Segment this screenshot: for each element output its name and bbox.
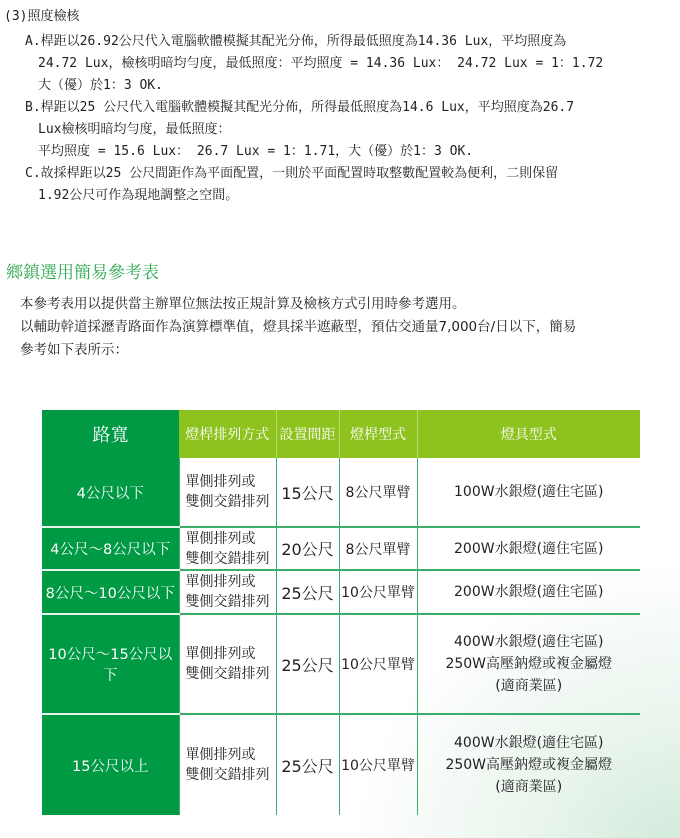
reference-title: 鄉鎮選用簡易參考表 — [6, 263, 159, 283]
lamp-line: 200W水銀燈(適住宅區) — [454, 584, 604, 600]
table-row — [42, 714, 640, 815]
lamp-line: 400W水銀燈(適住宅區) — [454, 735, 604, 751]
lamp-line: 250W高壓鈉燈或複金屬燈 — [445, 757, 613, 773]
arrangement-line: 單側排列或 — [185, 747, 256, 763]
arrangement-cell — [179, 527, 276, 570]
road-width-cell: 4公尺～8公尺以下 — [42, 527, 179, 570]
check-item-b — [25, 97, 665, 163]
road-width-cell: 4公尺以下 — [42, 458, 179, 527]
arrangement-cell — [179, 614, 276, 714]
reference-table — [42, 410, 640, 815]
header-pole-type: 燈桿型式 — [339, 410, 417, 458]
check-item-a — [25, 31, 665, 97]
item-line: C.故採桿距以25 公尺間距作為平面配置，一則於平面配置時取整數配置較為便利，二則保留 — [25, 166, 559, 181]
pole-cell: 8公尺單臂 — [339, 458, 417, 527]
arrangement-cell — [179, 458, 276, 527]
section-title: (3)照度檢核 — [4, 9, 80, 24]
pole-cell: 10公尺單臂 — [339, 714, 417, 815]
item-line: 1.92公尺可作為現地調整之空間。 — [38, 188, 239, 203]
header-spacing: 設置間距 — [276, 410, 339, 458]
lamp-line: (適商業區) — [495, 779, 563, 795]
item-line: B.桿距以25 公尺代入電腦軟體模擬其配光分佈，所得最低照度為14.6 Lux，平均照度為26.7 — [25, 100, 575, 115]
arrangement-line: 單側排列或 — [185, 474, 256, 490]
arrangement-line: 雙側交錯排列 — [185, 767, 270, 783]
arrangement-line: 單側排列或 — [185, 530, 256, 547]
arrangement-cell — [179, 570, 276, 614]
spacing-cell: 20公尺 — [276, 527, 339, 570]
table-row — [42, 527, 640, 570]
lamp-line: 250W高壓鈉燈或複金屬燈 — [445, 656, 613, 672]
spacing-cell: 15公尺 — [276, 458, 339, 527]
pole-cell: 10公尺單臂 — [339, 570, 417, 614]
lamp-cell — [417, 570, 640, 614]
item-line: 大（優）於1：3 OK. — [38, 78, 163, 93]
intro-line: 參考如下表所示： — [20, 342, 128, 358]
lamp-line: 200W水銀燈(適住宅區) — [454, 540, 604, 557]
intro-line: 以輔助幹道採瀝青路面作為演算標準值，燈具採半遮蔽型，預估交通量7,000台/日以下，簡易 — [20, 319, 577, 335]
pole-cell: 8公尺單臂 — [339, 527, 417, 570]
arrangement-line: 雙側交錯排列 — [185, 494, 270, 510]
header-road-width: 路寬 — [42, 410, 179, 458]
table-row — [42, 614, 640, 714]
item-line: 24.72 Lux，檢核明暗均勻度，最低照度：平均照度 = 14.36 Lux： 24.72 Lux = 1：1.72 — [38, 56, 604, 71]
arrangement-line: 雙側交錯排列 — [185, 666, 270, 682]
spacing-cell: 25公尺 — [276, 714, 339, 815]
pole-cell: 10公尺單臂 — [339, 614, 417, 714]
lamp-line: 400W水銀燈(適住宅區) — [454, 634, 604, 650]
lamp-cell — [417, 614, 640, 714]
arrangement-cell — [179, 714, 276, 815]
header-lamp-type: 燈具型式 — [417, 410, 640, 458]
check-item-c — [25, 163, 665, 207]
item-line: Lux檢核明暗均勻度，最低照度： — [38, 122, 231, 137]
item-line: A.桿距以26.92公尺代入電腦軟體模擬其配光分佈，所得最低照度為14.36 Lux，平均照度為 — [25, 34, 567, 49]
arrangement-line: 雙側交錯排列 — [185, 550, 270, 567]
lamp-line: (適商業區) — [495, 678, 563, 694]
table-header-row — [42, 410, 640, 458]
lamp-cell — [417, 458, 640, 527]
reference-intro — [20, 293, 576, 362]
lamp-cell — [417, 714, 640, 815]
arrangement-line: 雙側交錯排列 — [185, 594, 270, 610]
spacing-cell: 25公尺 — [276, 614, 339, 714]
road-width-cell: 15公尺以上 — [42, 714, 179, 815]
item-line: 平均照度 = 15.6 Lux： 26.7 Lux = 1：1.71，大（優）於1：3 OK. — [38, 144, 474, 159]
header-arrangement: 燈桿排列方式 — [179, 410, 276, 458]
table-row — [42, 570, 640, 614]
table-row — [42, 458, 640, 527]
arrangement-line: 單側排列或 — [185, 574, 256, 590]
lamp-line: 100W水銀燈(適住宅區) — [454, 484, 604, 500]
spacing-cell: 25公尺 — [276, 570, 339, 614]
lamp-cell — [417, 527, 640, 570]
arrangement-line: 單側排列或 — [185, 646, 256, 662]
road-width-cell: 10公尺～15公尺以下 — [42, 614, 179, 714]
road-width-cell: 8公尺～10公尺以下 — [42, 570, 179, 614]
intro-line: 本參考表用以提供當主辦單位無法按正規計算及檢核方式引用時參考選用。 — [20, 296, 466, 312]
